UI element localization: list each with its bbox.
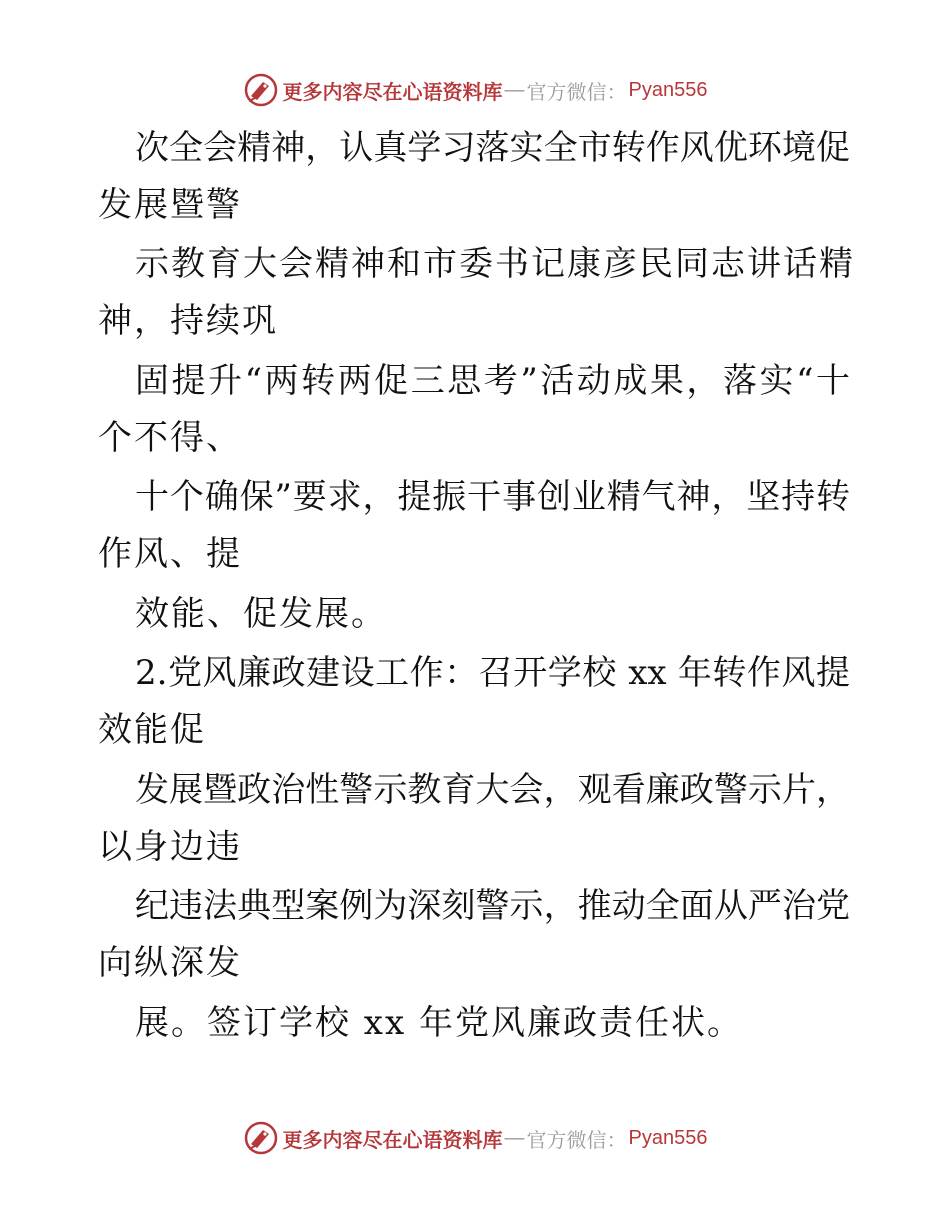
- banner-wechat-id: Pyan556: [628, 78, 708, 101]
- text-line: 效能促: [98, 710, 206, 750]
- banner-wechat-id: Pyan556: [628, 1126, 708, 1149]
- banner-separator: —: [504, 78, 525, 101]
- banner-main-text: 更多内容尽在心语资料库: [282, 1127, 503, 1152]
- text-line: 神，持续巩: [98, 301, 278, 341]
- header-watermark-banner: [0, 70, 950, 110]
- text-line: 发展暨政治性警示教育大会，观看廉政警示片，: [135, 770, 850, 810]
- text-line: 效能、促发展。: [135, 594, 387, 634]
- text-line: 展。签订学校 xx 年党风廉政责任状。: [135, 1003, 743, 1043]
- text-line: 作风、提: [98, 534, 242, 574]
- text-line: 固提升“两转两促三思考”活动成果，落实“十: [135, 361, 850, 401]
- pen-nib-logo-icon: [243, 72, 279, 108]
- text-line: 向纵深发: [98, 943, 242, 983]
- banner-wechat-label: 官方微信：: [526, 81, 627, 104]
- footer-watermark-banner: [0, 1118, 950, 1158]
- banner-main-text: 更多内容尽在心语资料库: [282, 79, 503, 104]
- banner-separator: —: [504, 1126, 525, 1149]
- text-line: 示教育大会精神和市委书记康彦民同志讲话精: [135, 244, 855, 284]
- text-line: 发展暨警: [98, 185, 242, 225]
- text-line: 纪违法典型案例为深刻警示，推动全面从严治党: [135, 886, 850, 926]
- text-line: 个不得、: [98, 418, 242, 458]
- text-line: 以身边违: [98, 827, 242, 867]
- banner-wechat-label: 官方微信：: [526, 1129, 627, 1152]
- text-line: 十个确保”要求，提振干事创业精气神，坚持转: [135, 477, 850, 517]
- text-line: 次全会精神，认真学习落实全市转作风优环境促: [135, 128, 850, 168]
- text-line: 2.党风廉政建设工作：召开学校 xx 年转作风提: [135, 653, 850, 693]
- pen-nib-logo-icon: [243, 1120, 279, 1156]
